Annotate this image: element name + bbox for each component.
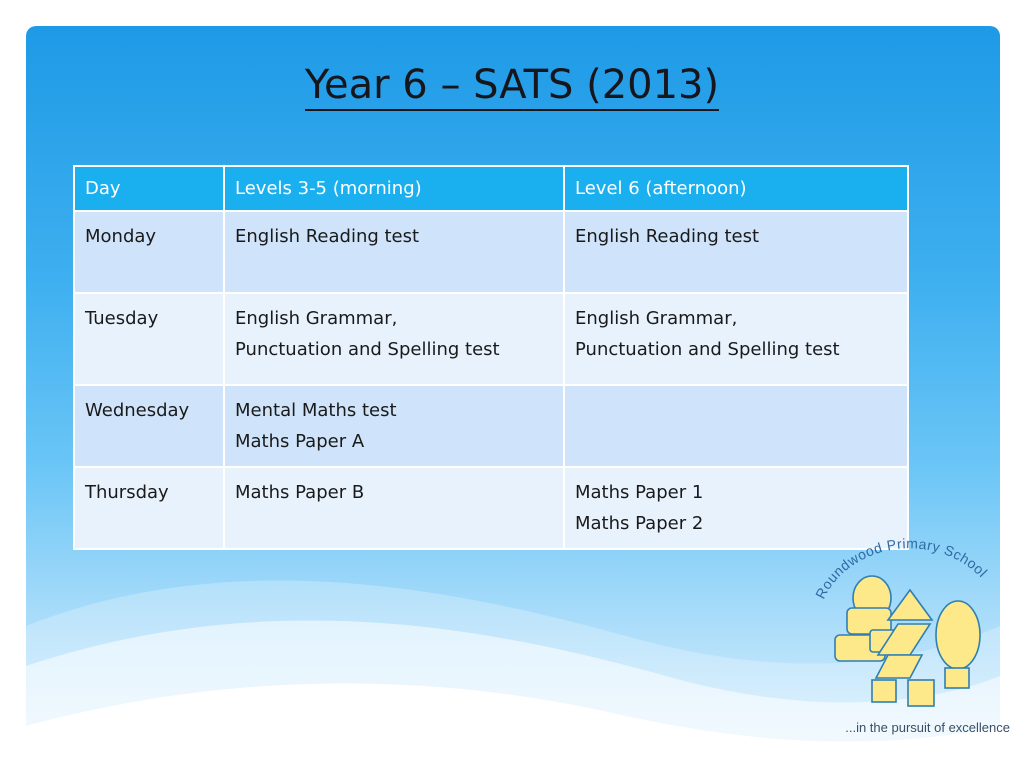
cell-day: Thursday: [74, 467, 224, 549]
cell-morning: [224, 293, 564, 385]
slide-title: [0, 62, 1024, 108]
school-name-arc: Roundwood Primary School: [811, 535, 991, 602]
cell-afternoon: [564, 385, 908, 467]
cell-morning: [224, 467, 564, 549]
cell-day: Wednesday: [74, 385, 224, 467]
sats-schedule-table: [73, 165, 909, 550]
cell-line: Maths Paper 2: [575, 513, 704, 534]
cell-line: English Grammar,: [235, 308, 398, 329]
cell-line: English Reading test: [235, 226, 420, 247]
cell-morning: [224, 211, 564, 293]
table-header-row: [74, 166, 908, 211]
cell-line: Maths Paper A: [235, 431, 365, 452]
header-afternoon: Level 6 (afternoon): [564, 166, 908, 211]
header-morning: Levels 3-5 (morning): [224, 166, 564, 211]
cell-day: Tuesday: [74, 293, 224, 385]
table-row: [74, 385, 908, 467]
table-row: [74, 293, 908, 385]
cell-line: English Grammar,: [575, 308, 738, 329]
cell-line: English Reading test: [575, 226, 760, 247]
slide-title-text: Year 6 – SATS (2013): [305, 62, 719, 111]
cell-line: Punctuation and Spelling test: [575, 339, 840, 360]
logo-shapes-icon: [835, 576, 980, 706]
cell-afternoon: [564, 293, 908, 385]
cell-line: Maths Paper B: [235, 482, 365, 503]
cell-afternoon: [564, 211, 908, 293]
table-row: [74, 467, 908, 549]
cell-line: Punctuation and Spelling test: [235, 339, 500, 360]
cell-morning: [224, 385, 564, 467]
table-row: [74, 211, 908, 293]
cell-day: Monday: [74, 211, 224, 293]
cell-line: Maths Paper 1: [575, 482, 704, 503]
school-logo: [810, 520, 1010, 720]
header-day: Day: [74, 166, 224, 211]
cell-line: Mental Maths test: [235, 400, 397, 421]
school-tagline: ...in the pursuit of excellence: [845, 720, 1010, 735]
